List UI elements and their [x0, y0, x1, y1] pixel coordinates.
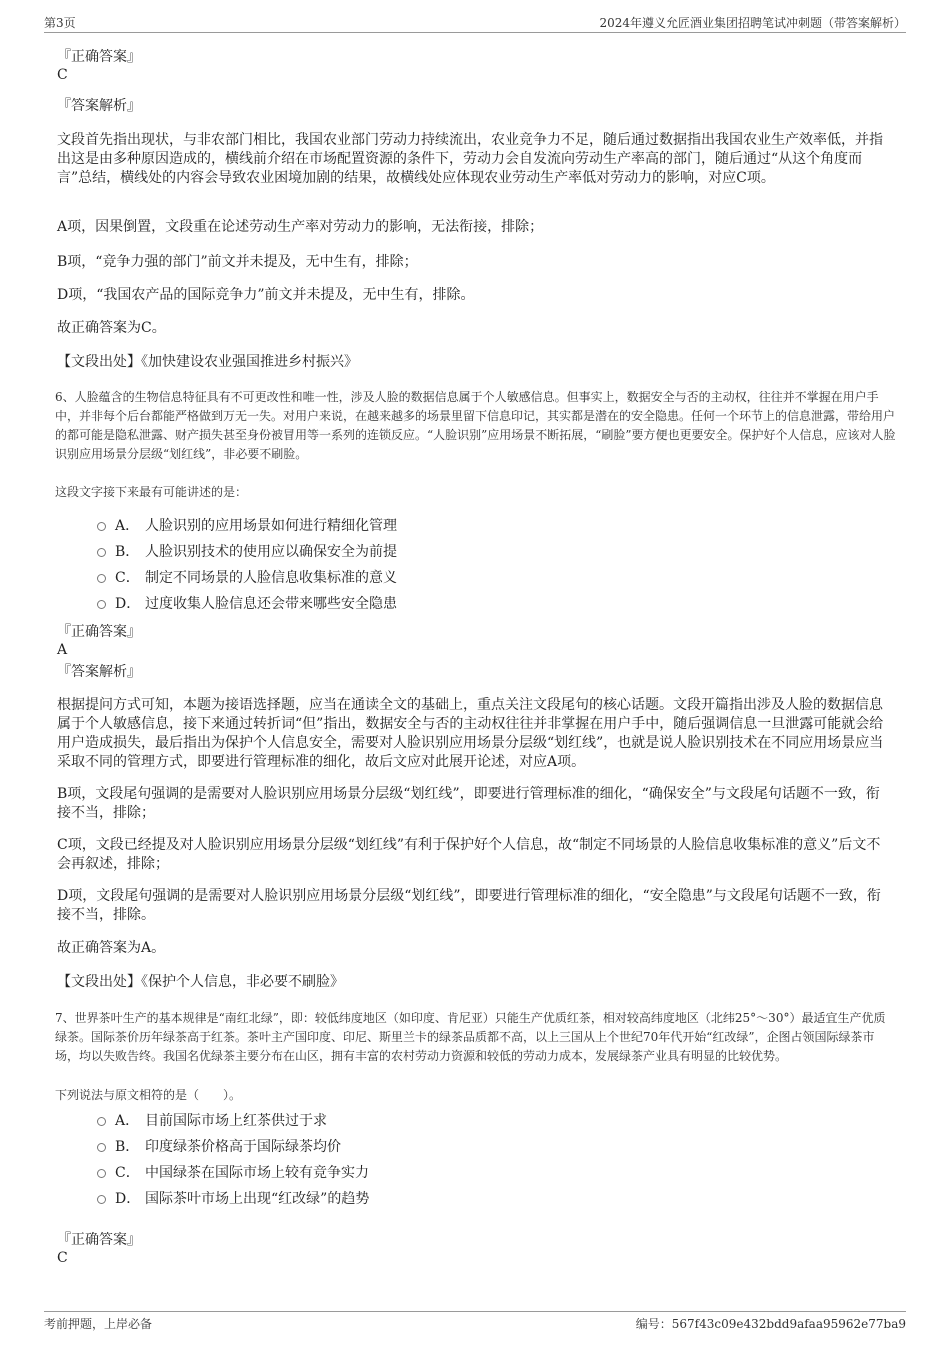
radio-button[interactable]	[97, 1169, 106, 1178]
q6-option-a[interactable]: A． 人脸识别的应用场景如何进行精细化管理	[97, 517, 397, 536]
q7-stem: 7、世界茶叶生产的基本规律是“南红北绿”，即：较低纬度地区（如印度、肯尼亚）只能生产优质红茶，相对较高纬度地区（北纬25°～30°）最适宜生产优质绿茶。国际茶价历年绿茶高于红茶。茶叶主产国印度、印尼、斯里兰卡的绿茶品质都不高，以上三国从上个世纪70年代开始“红改绿”，企图占领国际绿茶市场，均以失败告终。我国名优绿茶主要分布在山区，拥有丰富的农村劳动力资源和较低的劳动力成本，发展绿茶产业具有明显的比较优势。	[55, 1011, 886, 1063]
footer-divider	[44, 1311, 906, 1312]
q7-option-a[interactable]: A． 目前国际市场上红茶供过于求	[97, 1112, 327, 1131]
document-code: 编号：567f43c09e432bdd9afaa95962e77ba9	[635, 1317, 906, 1331]
q6-source: 【文段出处】《保护个人信息，非必要不刷脸》	[57, 974, 344, 990]
q6-option-d[interactable]: D． 过度收集人脸信息还会带来哪些安全隐患	[97, 595, 397, 614]
q5-option-d-note: D项，“我国农产品的国际竞争力”前文并未提及，无中生有，排除。	[57, 287, 475, 303]
q5-answer: C	[57, 67, 68, 83]
q6-analysis-paragraph: 根据提问方式可知，本题为接语选择题，应当在通读全文的基础上，重点关注文段尾句的核心话题。文段开篇指出涉及人脸的数据信息属于个人敏感信息，接下来通过转折词“但”指出，数据安全与否的主动权往往并非掌握在用户手中，随后强调信息一旦泄露可能就会给用户造成损失，最后指出为保护个人信息安全，需要对人脸识别应用场景分层级“划红线”，也就是说人脸识别技术在不同应用场景应当采取不同的管理方式，即要进行管理标准的细化，故后文应对此展开论述，对应A项。	[57, 697, 884, 770]
q6-answer: A	[57, 642, 68, 658]
q5-analysis-label: 『答案解析』	[57, 98, 141, 114]
q5-source: 【文段出处】《加快建设农业强国推进乡村振兴》	[57, 354, 358, 370]
q6-option-d-note: D项，文段尾句强调的是需要对人脸识别应用场景分层级“划红线”，即要进行管理标准的细化，“安全隐患”与文段尾句话题不一致，衔接不当，排除。	[57, 888, 881, 923]
q6-option-b[interactable]: B． 人脸识别技术的使用应以确保安全为前提	[97, 543, 397, 562]
footer-slogan: 考前押题，上岸必备	[44, 1317, 153, 1331]
q7-option-b[interactable]: B． 印度绿茶价格高于国际绿茶均价	[97, 1138, 341, 1157]
q6-option-c[interactable]: C． 制定不同场景的人脸信息收集标准的意义	[97, 569, 397, 588]
document-title: 2024年遵义允匠酒业集团招聘笔试冲刺题（带答案解析）	[599, 16, 906, 30]
radio-button[interactable]	[97, 1143, 106, 1152]
radio-button[interactable]	[97, 548, 106, 557]
page-number: 第3页	[44, 16, 76, 30]
q7-option-c[interactable]: C． 中国绿茶在国际市场上较有竞争实力	[97, 1164, 369, 1183]
radio-button[interactable]	[97, 522, 106, 531]
q6-option-c-note: C项，文段已经提及对人脸识别应用场景分层级“划红线”有利于保护好个人信息，故“制定不同场景的人脸信息收集标准的意义”后文不会再叙述，排除；	[57, 837, 881, 872]
q6-question: 这段文字接下来最有可能讲述的是：	[55, 485, 248, 499]
q7-question: 下列说法与原文相符的是（ ）。	[55, 1088, 242, 1102]
q5-option-b-note: B项，“竞争力强的部门”前文并未提及，无中生有，排除；	[57, 254, 418, 270]
q6-stem: 6、人脸蕴含的生物信息特征具有不可更改性和唯一性，涉及人脸的数据信息属于个人敏感信息。但事实上，数据安全与否的主动权，往往并不掌握在用户手中，并非每个后台都能严格做到万无一失。对用户来说，在越来越多的场景里留下信息印记，其实都是潜在的安全隐患。任何一个环节上的信息泄露，带给用户的都可能是隐私泄露、财产损失甚至身份被冒用等一系列的连锁反应。“人脸识别”应用场景不断拓展，“刷脸”要方便也更要安全。保护好个人信息，应该对人脸识别应用场景分层级“划红线”，非必要不刷脸。	[55, 390, 896, 461]
q7-option-d[interactable]: D． 国际茶叶市场上出现“红改绿”的趋势	[97, 1190, 369, 1209]
radio-button[interactable]	[97, 1117, 106, 1126]
radio-button[interactable]	[97, 600, 106, 609]
q5-answer-label: 『正确答案』	[57, 49, 141, 65]
q5-conclusion: 故正确答案为C。	[57, 320, 166, 336]
q6-conclusion: 故正确答案为A。	[57, 940, 166, 956]
q5-option-a-note: A项，因果倒置，文段重在论述劳动生产率对劳动力的影响，无法衔接，排除；	[57, 219, 544, 235]
radio-button[interactable]	[97, 574, 106, 583]
q6-option-b-note: B项，文段尾句强调的是需要对人脸识别应用场景分层级“划红线”，即要进行管理标准的细化，“确保安全”与文段尾句话题不一致，衔接不当，排除；	[57, 786, 880, 821]
radio-button[interactable]	[97, 1195, 106, 1204]
q5-analysis-paragraph: 文段首先指出现状，与非农部门相比，我国农业部门劳动力持续流出，农业竞争力不足，随后通过数据指出我国农业生产效率低，并指出这是由多种原因造成的，横线前介绍在市场配置资源的条件下，劳动力会自发流向劳动生产率高的部门，随后通过“从这个角度而言”总结，横线处的内容会导致农业困境加剧的结果，故横线处应体现农业劳动生产率低对劳动力的影响，对应C项。	[57, 132, 883, 186]
q6-answer-label: 『正确答案』	[57, 624, 141, 640]
q6-analysis-label: 『答案解析』	[57, 664, 141, 680]
q7-answer-label: 『正确答案』	[57, 1232, 141, 1248]
header-divider	[44, 32, 906, 33]
q7-answer: C	[57, 1250, 68, 1266]
